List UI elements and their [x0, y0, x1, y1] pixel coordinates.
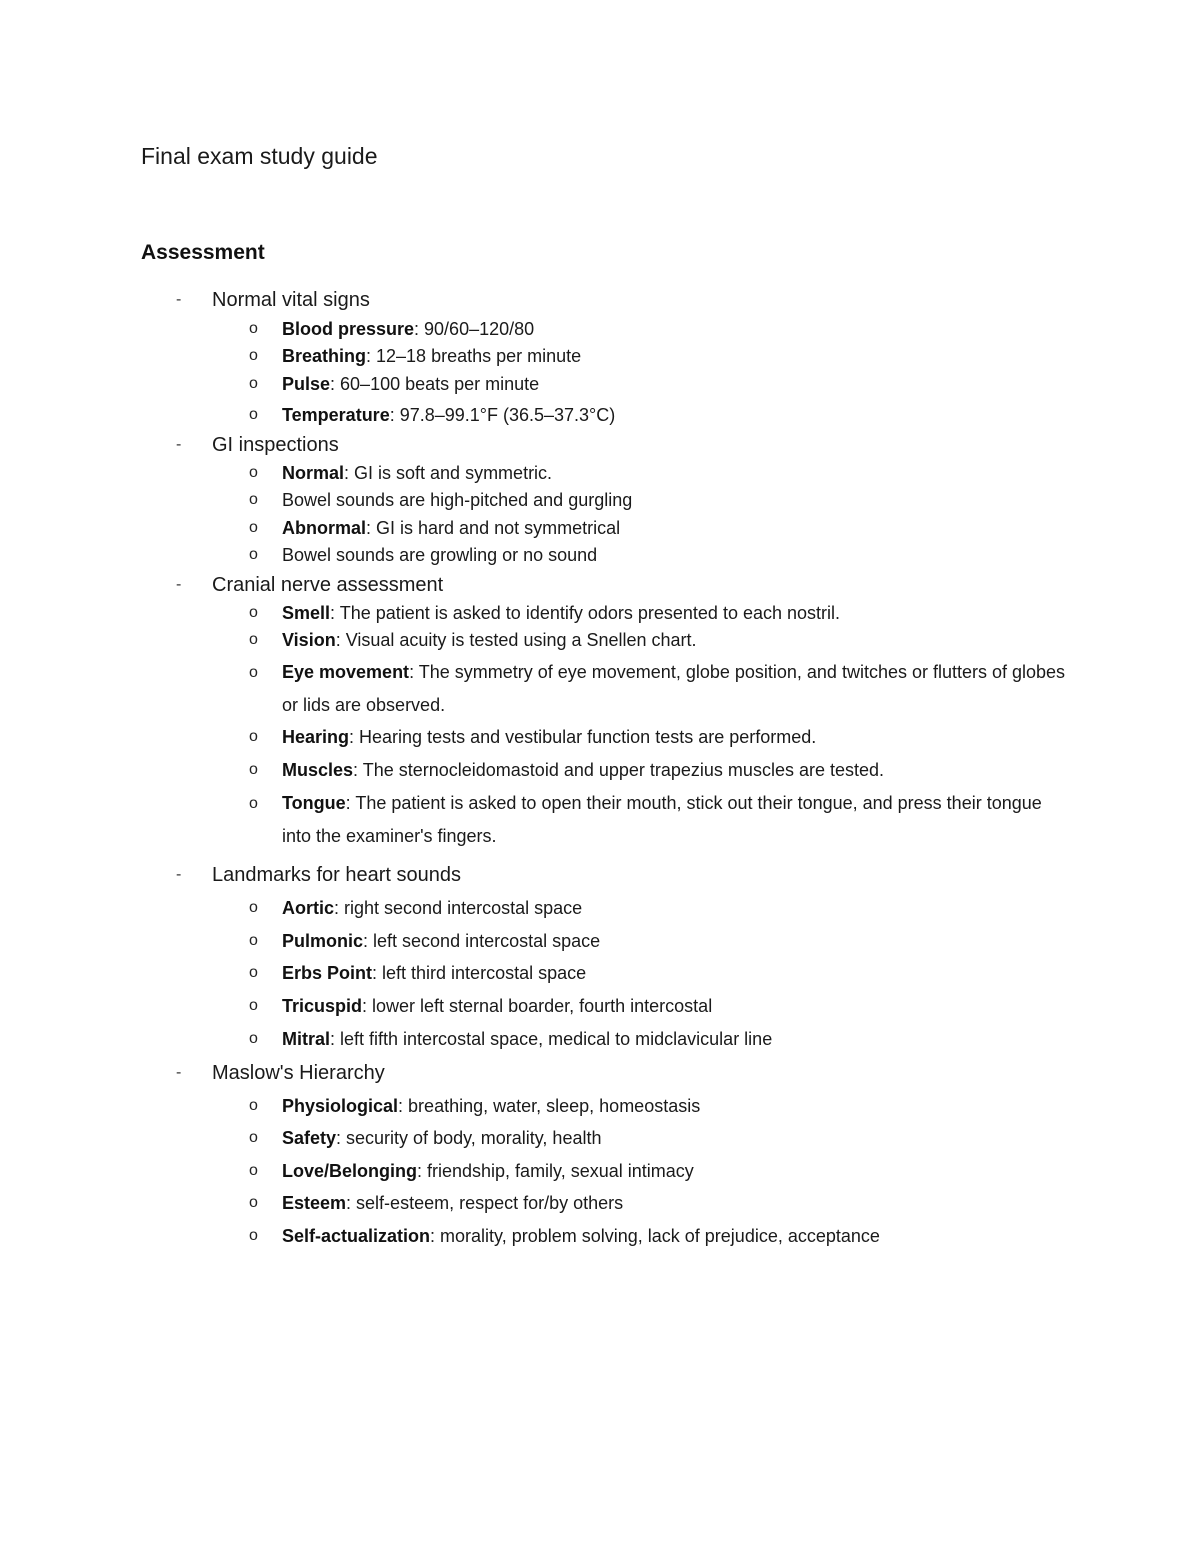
circle-bullet: o — [249, 932, 258, 949]
item-term: Self-actualization — [282, 1226, 431, 1246]
item-text — [282, 1125, 1072, 1151]
item-term: Smell — [282, 603, 331, 623]
circle-bullet: o — [249, 1194, 258, 1211]
circle-bullet: o — [249, 997, 258, 1014]
item-text — [282, 1223, 1072, 1249]
item-description: : left fifth intercostal space, medical to midclavicular line — [330, 1029, 773, 1049]
document-title: Final exam study guide — [141, 143, 378, 169]
item-description: : The symmetry of eye movement, globe position, and twitches or flutters of globes or lids are observed. — [282, 662, 1066, 715]
item-description: Bowel sounds are high-pitched and gurgling — [282, 490, 633, 510]
item-term: Tongue — [282, 793, 346, 813]
item-description: : Hearing tests and vestibular function tests are performed. — [349, 727, 817, 747]
circle-bullet: o — [249, 1129, 258, 1146]
circle-bullet: o — [249, 464, 258, 481]
circle-bullet: o — [249, 795, 258, 812]
dash-marker: - — [176, 291, 182, 308]
item-description: : 90/60–120/80 — [414, 319, 535, 339]
circle-bullet: o — [249, 546, 258, 563]
topic-label: Cranial nerve assessment — [212, 574, 444, 596]
item-text — [282, 960, 1072, 986]
item-description: : The sternocleidomastoid and upper trapezius muscles are tested. — [353, 760, 885, 780]
item-description: : morality, problem solving, lack of prejudice, acceptance — [430, 1226, 880, 1246]
item-text — [282, 402, 1072, 428]
item-text — [282, 757, 1072, 783]
circle-bullet: o — [249, 761, 258, 778]
item-text — [282, 487, 1072, 513]
item-text — [282, 724, 1072, 750]
item-term: Love/Belonging — [282, 1161, 417, 1181]
item-term: Muscles — [282, 760, 354, 780]
topic-label: Maslow's Hierarchy — [212, 1062, 385, 1084]
circle-bullet: o — [249, 1030, 258, 1047]
item-text — [282, 656, 1072, 722]
section-heading: Assessment — [141, 241, 265, 264]
topic-label: Normal vital signs — [212, 289, 370, 311]
item-text — [282, 343, 1072, 369]
item-term: Normal — [282, 463, 345, 483]
item-term: Pulmonic — [282, 931, 364, 951]
item-description: : GI is hard and not symmetrical — [366, 518, 621, 538]
circle-bullet: o — [249, 406, 258, 423]
dash-marker: - — [176, 436, 182, 453]
item-term: Physiological — [282, 1096, 399, 1116]
circle-bullet: o — [249, 519, 258, 536]
item-text — [282, 627, 1072, 653]
item-text — [282, 787, 1072, 853]
circle-bullet: o — [249, 375, 258, 392]
item-text — [282, 316, 1072, 342]
item-description: : GI is soft and symmetric. — [344, 463, 553, 483]
item-term: Safety — [282, 1128, 337, 1148]
dash-marker: - — [176, 576, 182, 593]
item-description: : left third intercostal space — [372, 963, 587, 983]
item-term: Hearing — [282, 727, 350, 747]
circle-bullet: o — [249, 491, 258, 508]
item-term: Esteem — [282, 1193, 347, 1213]
item-text — [282, 1190, 1072, 1216]
item-term: Temperature — [282, 405, 390, 425]
item-description: : right second intercostal space — [334, 898, 583, 918]
dash-marker: - — [176, 1064, 182, 1081]
topic-label: GI inspections — [212, 434, 339, 456]
item-term: Breathing — [282, 346, 367, 366]
item-term: Blood pressure — [282, 319, 415, 339]
circle-bullet: o — [249, 899, 258, 916]
item-description: : 12–18 breaths per minute — [366, 346, 582, 366]
item-text — [282, 1093, 1072, 1119]
circle-bullet: o — [249, 604, 258, 621]
circle-bullet: o — [249, 728, 258, 745]
item-description: : lower left sternal boarder, fourth intercostal — [362, 996, 713, 1016]
item-description: Bowel sounds are growling or no sound — [282, 545, 598, 565]
topic-label: Landmarks for heart sounds — [212, 864, 462, 886]
item-text — [282, 895, 1072, 921]
item-text — [282, 1158, 1072, 1184]
item-description: : The patient is asked to open their mouth, stick out their tongue, and press their tongue into the examiner's fingers. — [282, 793, 1042, 846]
item-term: Eye movement — [282, 662, 410, 682]
item-term: Vision — [282, 630, 336, 650]
circle-bullet: o — [249, 664, 258, 681]
circle-bullet: o — [249, 964, 258, 981]
item-term: Abnormal — [282, 518, 367, 538]
item-text — [282, 515, 1072, 541]
circle-bullet: o — [249, 347, 258, 364]
item-description: : 97.8–99.1°F (36.5–37.3°C) — [389, 405, 616, 425]
circle-bullet: o — [249, 631, 258, 648]
item-text — [282, 993, 1072, 1019]
item-term: Erbs Point — [282, 963, 373, 983]
item-description: : friendship, family, sexual intimacy — [417, 1161, 694, 1181]
circle-bullet: o — [249, 1097, 258, 1114]
item-description: : security of body, morality, health — [336, 1128, 602, 1148]
circle-bullet: o — [249, 320, 258, 337]
item-text — [282, 371, 1072, 397]
item-description: : self-esteem, respect for/by others — [346, 1193, 624, 1213]
item-description: : breathing, water, sleep, homeostasis — [398, 1096, 701, 1116]
item-text — [282, 1026, 1072, 1052]
item-description: : 60–100 beats per minute — [330, 374, 540, 394]
item-description: : left second intercostal space — [363, 931, 601, 951]
item-description: : The patient is asked to identify odors presented to each nostril. — [330, 603, 840, 623]
item-text — [282, 600, 1072, 626]
item-term: Pulse — [282, 374, 331, 394]
item-text — [282, 542, 1072, 568]
dash-marker: - — [176, 866, 182, 883]
item-term: Aortic — [282, 898, 335, 918]
item-description: : Visual acuity is tested using a Snellen chart. — [335, 630, 697, 650]
item-text — [282, 928, 1072, 954]
circle-bullet: o — [249, 1162, 258, 1179]
item-text — [282, 460, 1072, 486]
item-term: Mitral — [282, 1029, 331, 1049]
circle-bullet: o — [249, 1227, 258, 1244]
item-term: Tricuspid — [282, 996, 363, 1016]
